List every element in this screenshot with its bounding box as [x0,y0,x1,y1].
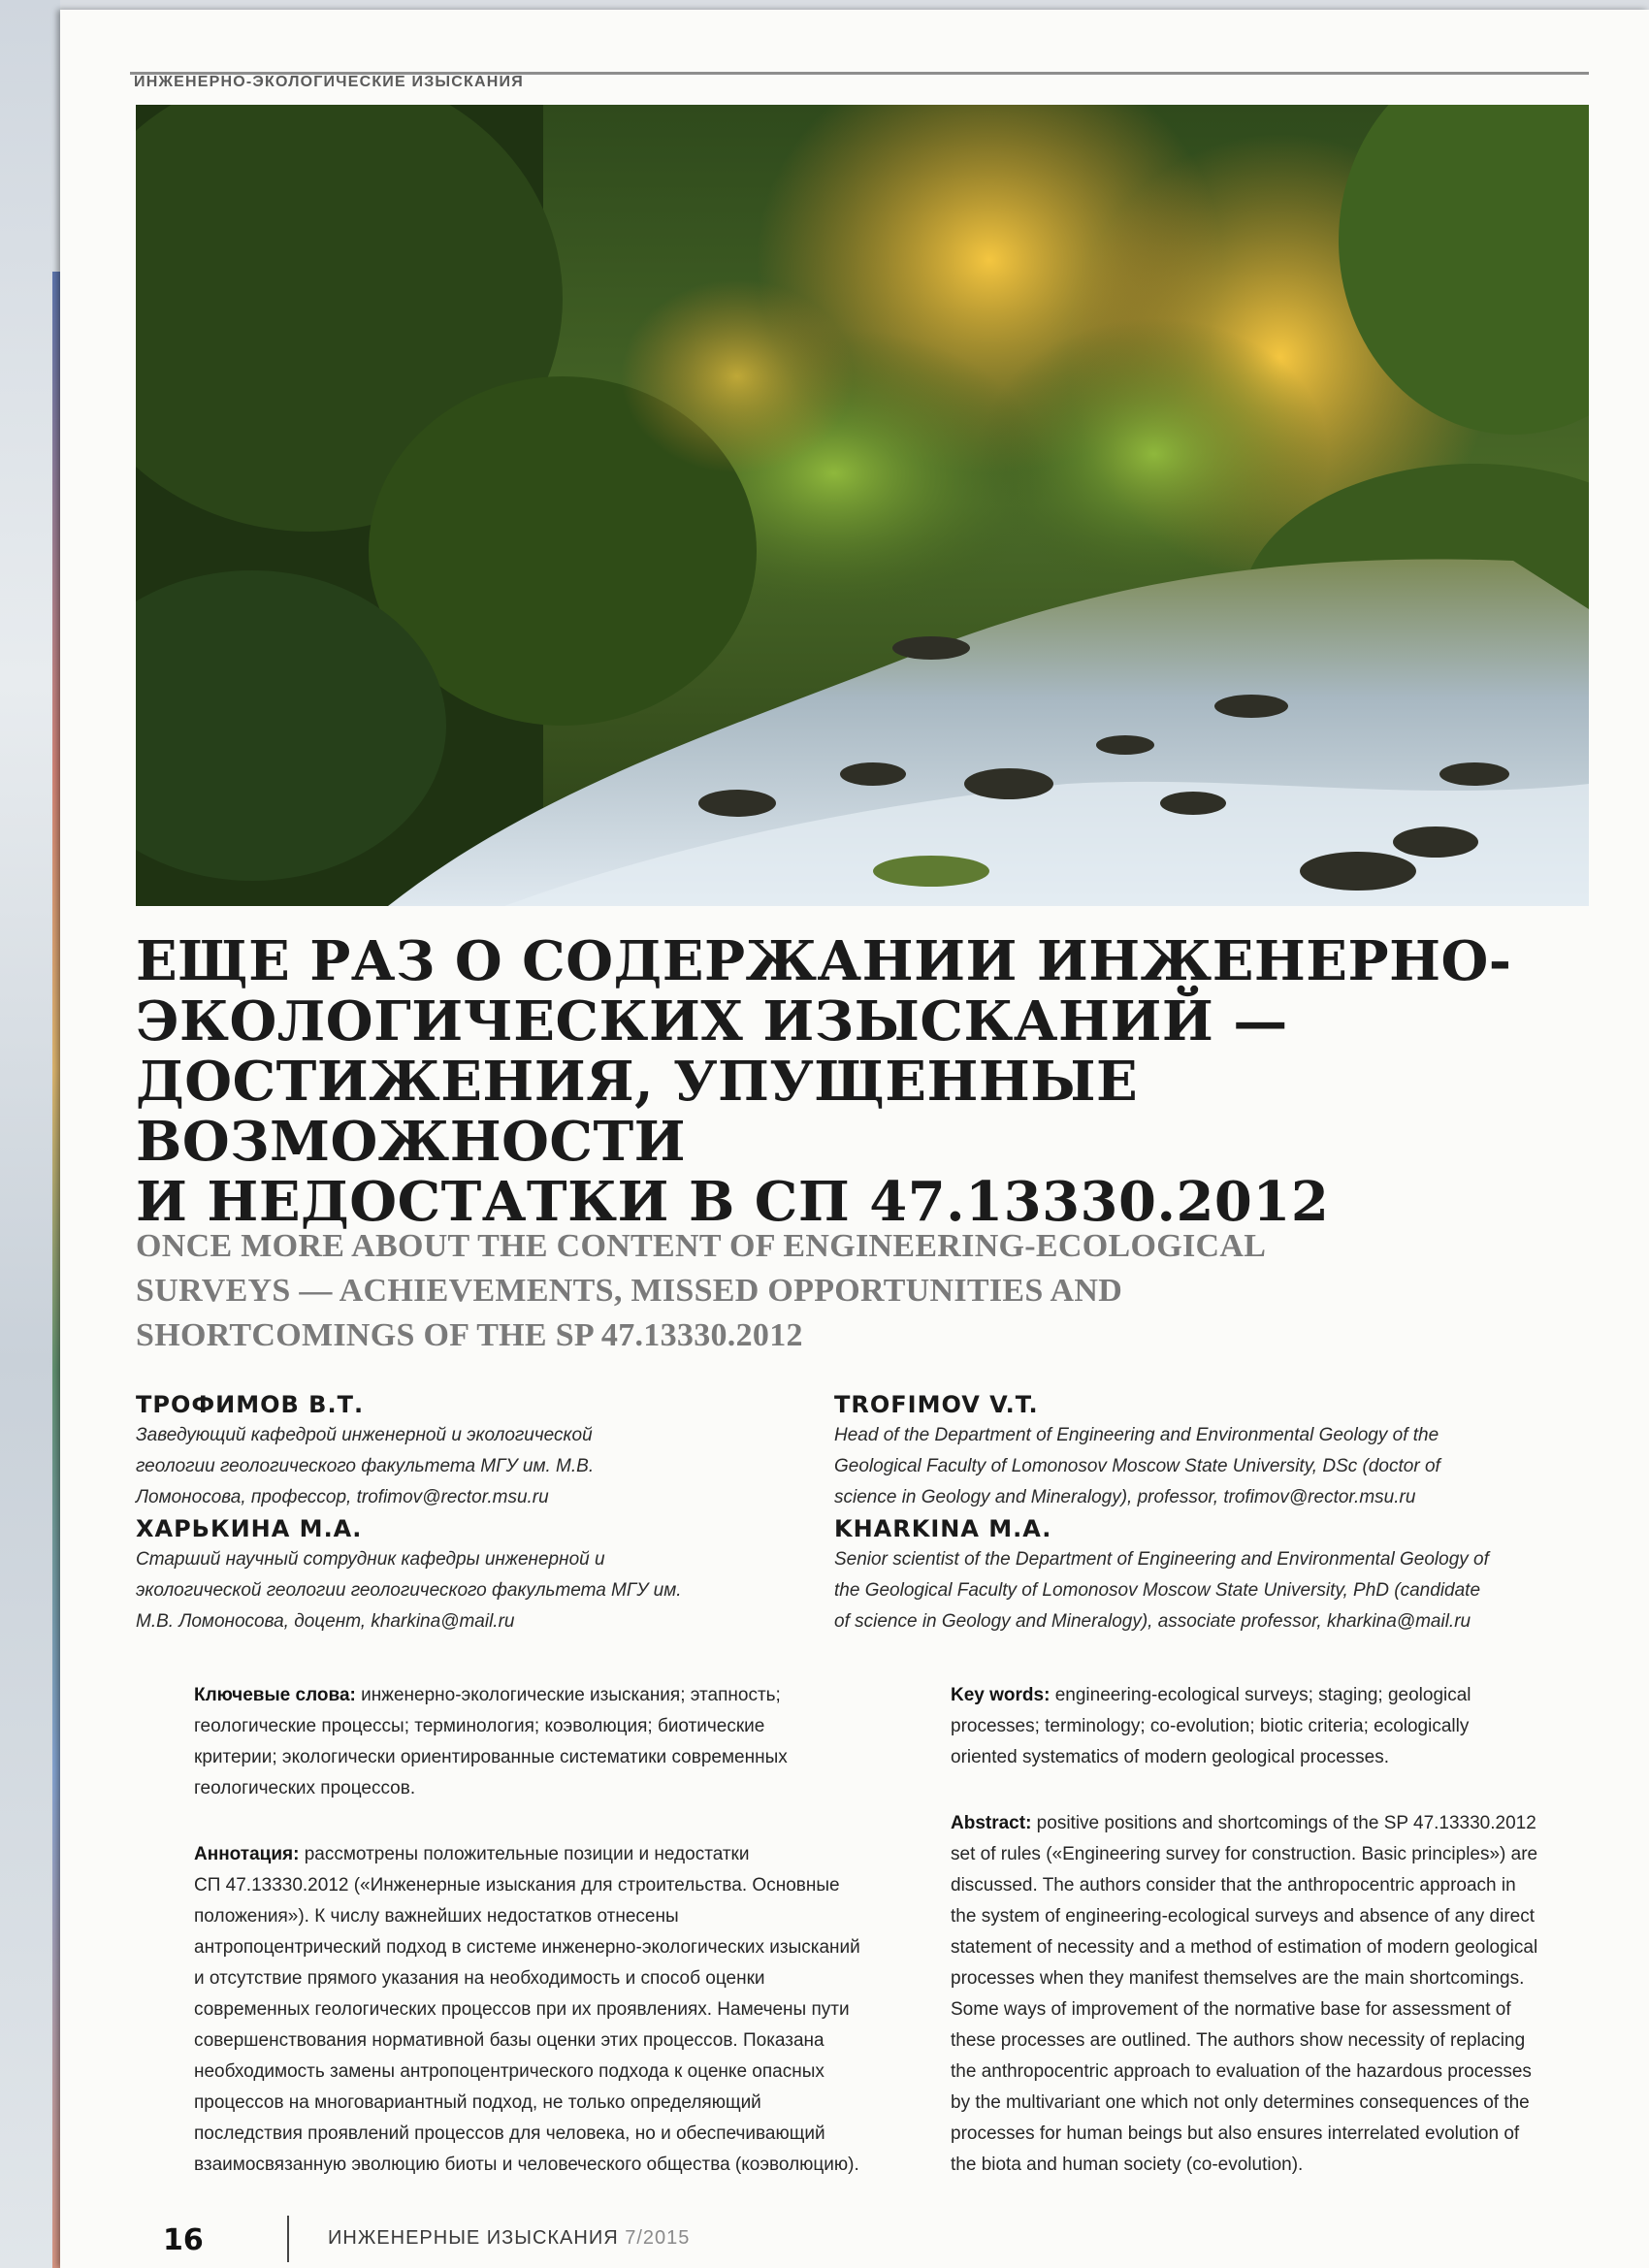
page-number: 16 [163,2223,204,2257]
keywords-line: критерии; экологически ориентированные систематики современных [194,1747,788,1767]
abstract-ru [194,1839,931,2181]
affiliation-line: Geological Faculty of Lomonosov Moscow State University, DSc (doctor of [834,1456,1440,1476]
spine-color-strip [52,272,60,2268]
affiliation-line: of science in Geology and Mineralogy), associate professor, kharkina@mail.ru [834,1611,1471,1632]
magazine-spine [0,0,60,2268]
authors-en [834,1389,1600,1637]
article-title-en [136,1224,1591,1358]
abstract-line: discussed. The authors consider that the anthropocentric approach in [951,1875,1516,1895]
title-ru-line: ДОСТИЖЕНИЯ, УПУЩЕННЫЕ ВОЗМОЖНОСТИ [136,1050,1139,1174]
affiliation-line: экологической геологии геологического факультета МГУ им. [136,1580,682,1601]
keywords-line: oriented systematics of modern geological processes. [951,1747,1390,1767]
forest-river-photo [136,105,1589,906]
affiliation-line: Ломоносова, профессор, trofimov@rector.msu.ru [136,1487,549,1507]
abstract-line: by the multivariant one which not only determines consequences of the [951,2092,1530,2113]
abstract-line: Some ways of improvement of the normative base for assessment of [951,1999,1511,2020]
abstract-line: processes when they manifest themselves are the main shortcomings. [951,1968,1525,1989]
author-name: TROFIMOV V.T. [834,1391,1039,1418]
author-name: ТРОФИМОВ В.Т. [136,1391,365,1418]
author-name: KHARKINA M.A. [834,1515,1052,1542]
author-affiliation [136,1544,815,1637]
abstract-line: set of rules («Engineering survey for construction. Basic principles») are [951,1844,1538,1864]
article-title-ru [136,931,1591,1232]
affiliation-line: М.В. Ломоносова, доцент, kharkina@mail.ru [136,1611,515,1632]
abstract-line: взаимосвязанную эволюцию биоты и человеческого общества (коэволюцию). [194,2155,859,2175]
title-ru-line: ЕЩЕ РАЗ О СОДЕРЖАНИИ ИНЖЕНЕРНО- [136,929,1512,993]
abstract-line: рассмотрены положительные позиции и недостатки [299,1844,750,1864]
affiliation-line: Head of the Department of Engineering and Environmental Geology of the [834,1425,1439,1445]
abstract-line: и отсутствие прямого указания на необходимость и способ оценки [194,1968,765,1989]
keywords-label: Ключевые слова: [194,1685,356,1705]
journal-issue: 7/2015 [625,2227,691,2249]
abstract-line: современных геологических процессов при их проявлениях. Намечены пути [194,1999,850,2020]
abstract-label: Аннотация: [194,1844,300,1864]
keywords-ru [194,1680,892,1804]
author-affiliation [834,1420,1600,1513]
author-affiliation [834,1544,1600,1637]
author-name: ХАРЬКИНА М.А. [136,1515,363,1542]
section-label: ИНЖЕНЕРНО-ЭКОЛОГИЧЕСКИЕ ИЗЫСКАНИЯ [134,74,524,90]
affiliation-line: science in Geology and Mineralogy), professor, trofimov@rector.msu.ru [834,1487,1416,1507]
abstract-line: СП 47.13330.2012 («Инженерные изыскания для строительства. Основные [194,1875,840,1895]
author-affiliation [136,1420,815,1513]
photo-illustration [136,105,1589,906]
title-en-line: SHORTCOMINGS OF THE SP 47.13330.2012 [136,1317,803,1353]
keywords-line: инженерно-экологические изыскания; этапность; [355,1685,781,1705]
abstract-line: антропоцентрический подход в системе инженерно-экологических изысканий [194,1937,860,1958]
abstract-line: positive positions and shortcomings of the SP 47.13330.2012 [1031,1813,1536,1833]
keywords-line: engineering-ecological surveys; staging; geological [1050,1685,1471,1705]
title-en-line: SURVEYS — ACHIEVEMENTS, MISSED OPPORTUNITIES AND [136,1273,1123,1309]
abstract-en [951,1808,1591,2181]
journal-name [328,2227,690,2250]
abstract-line: процессов на многовариантный подход, не только определяющий [194,2092,761,2113]
affiliation-line: геологии геологического факультета МГУ им. М.В. [136,1456,595,1476]
abstract-label: Abstract: [951,1813,1032,1833]
keywords-label: Key words: [951,1685,1051,1705]
affiliation-line: Старший научный сотрудник кафедры инженерной и [136,1549,605,1570]
title-ru-line: И НЕДОСТАТКИ В СП 47.13330.2012 [136,1170,1330,1234]
keywords-en [951,1680,1591,1773]
abstract-line: the system of engineering-ecological surveys and absence of any direct [951,1906,1536,1927]
affiliation-line: Заведующий кафедрой инженерной и экологической [136,1425,593,1445]
affiliation-line: the Geological Faculty of Lomonosov Moscow State University, PhD (candidate [834,1580,1481,1601]
abstract-line: необходимость замены антропоцентрического подхода к оценке опасных [194,2061,824,2082]
abstract-line: these processes are outlined. The authors show necessity of replacing [951,2030,1526,2051]
affiliation-line: Senior scientist of the Department of Engineering and Environmental Geology of [834,1549,1489,1570]
abstract-line: положения»). К числу важнейших недостатков отнесены [194,1906,679,1927]
abstract-line: совершенствования нормативной базы оценки этих процессов. Показана [194,2030,824,2051]
abstract-line: statement of necessity and a method of estimation of modern geological [951,1937,1538,1958]
title-en-line: ONCE MORE ABOUT THE CONTENT OF ENGINEERING-ECOLOGICAL [136,1228,1267,1264]
keywords-line: геологические процессы; терминология; коэволюция; биотические [194,1716,765,1736]
authors-ru [136,1389,815,1637]
footer-divider [287,2216,289,2262]
abstract-line: последствия проявлений процессов для человека, но и обеспечивающий [194,2123,825,2144]
journal-title: ИНЖЕНЕРНЫЕ ИЗЫСКАНИЯ [328,2227,619,2249]
abstract-line: the biota and human society (co-evolution). [951,2155,1304,2175]
abstract-line: processes for human beings but also ensures interrelated evolution of [951,2123,1520,2144]
keywords-line: геологических процессов. [194,1778,416,1798]
abstract-line: the anthropocentric approach to evaluation of the hazardous processes [951,2061,1532,2082]
keywords-line: processes; terminology; co-evolution; biotic criteria; ecologically [951,1716,1470,1736]
title-ru-line: ЭКОЛОГИЧЕСКИХ ИЗЫСКАНИЙ — [136,989,1288,1053]
